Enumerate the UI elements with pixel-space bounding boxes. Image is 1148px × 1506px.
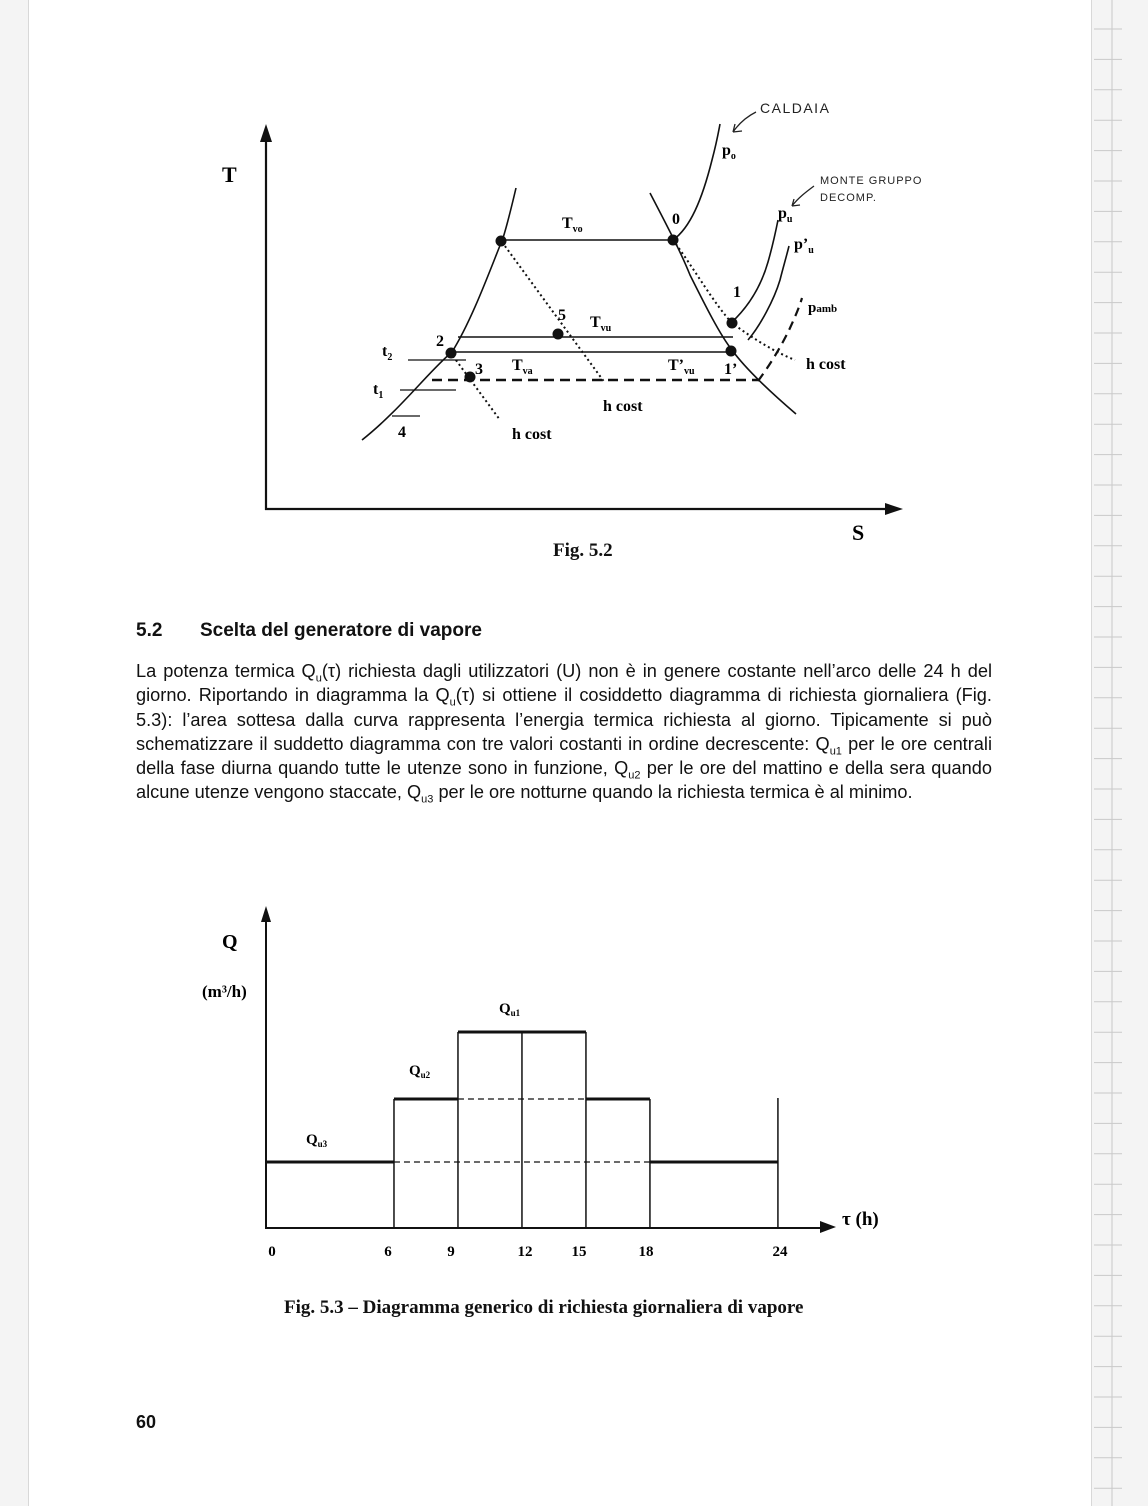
page-number: 60 (136, 1412, 157, 1432)
notebook-ruling (1094, 0, 1148, 1506)
x-axis-label: τ (h) (842, 1209, 879, 1230)
handwritten-arrow-monte (792, 186, 814, 206)
state-point-2 (446, 348, 457, 359)
label-point-5: 5 (558, 307, 566, 324)
label-h-cost-left: h cost (512, 426, 552, 443)
handwritten-caldaia: CALDAIA (760, 100, 831, 116)
y-axis-label: Q (222, 931, 238, 953)
state-point-1-prime (726, 346, 737, 357)
q-axis-arrow (261, 906, 271, 922)
handwritten-decomp: DECOMP. (820, 192, 877, 204)
state-point-1 (727, 318, 738, 329)
figure-5-2-caption: Fig. 5.2 (553, 540, 613, 561)
isobar-p0 (673, 124, 720, 240)
label-h-cost-middle: h cost (603, 398, 643, 415)
state-point-0 (668, 235, 679, 246)
x-tick-label: 15 (571, 1244, 587, 1260)
handwritten-arrow-caldaia (733, 112, 756, 132)
isobar-pu (731, 220, 778, 323)
x-tick-label: 18 (638, 1244, 654, 1260)
label-point-1: 1 (733, 284, 741, 301)
label-h-cost-right: h cost (806, 356, 846, 373)
section-heading (136, 620, 482, 642)
level-label-u3: $Q_{u3}$ (306, 1132, 328, 1149)
section-number: 5.2 (136, 620, 163, 641)
s-axis-arrow (885, 503, 903, 515)
saturation-curve-liquid (362, 188, 516, 440)
label-pu: $p_u$ (778, 205, 793, 225)
section-title: Scelta del generatore di vapore (200, 620, 482, 641)
t-axis-arrow (260, 124, 272, 142)
label-point-3: 3 (475, 361, 483, 378)
x-tick-label: 6 (384, 1244, 392, 1260)
label-t2: $t_2$ (382, 343, 393, 363)
x-tick-label: 12 (517, 1244, 533, 1260)
label-tvo: $T_{vo}$ (562, 215, 583, 235)
axis-s-label: S (852, 520, 865, 545)
body-paragraph: La potenza termica $Q_u(\tau)$ richiesta dagli utilizzatori (U) non è in genere costante nell’arco delle 24 h del giorno. Riportando in diagramma la $Q_u(\tau)$ si ottiene il cosiddetto diagramma di richiesta giornaliera (Fig. 5.3): l’area sottesa dalla curva rappresenta l’energia termica richiesta al giorno. Tipicamente si può schematizzare il suddetto diagramma con tre valori costanti in ordine decrescente: $Q_{u1}$ per le ore centrali della fase diurna quando tutte le utenze sono in funzione, $Q_{u2}$ per le ore del mattino e della sera quando alcune utenze vengono staccate, $Q_{u3}$ per le ore notturne quando la richiesta termica è al minimo. (136, 661, 992, 807)
figure-5-3-caption: Fig. 5.3 – Diagramma generico di richiesta giornaliera di vapore (284, 1297, 804, 1318)
state-point-tvo-left (496, 236, 507, 247)
label-tva: $T_{va}$ (512, 357, 533, 377)
label-pamb: pamb (808, 300, 838, 316)
y-axis-unit: (m³/h) (202, 982, 247, 1001)
label-point-2: 2 (436, 333, 444, 350)
figure-5-2-ts-diagram (0, 0, 1094, 590)
label-t1: $t_1$ (373, 381, 384, 401)
state-point-5 (553, 329, 564, 340)
handwritten-monte-gruppo: MONTE GRUPPO (820, 175, 923, 187)
x-tick-label: 0 (268, 1244, 276, 1260)
label-pu-prime: $p’_u$ (794, 236, 814, 256)
state-point-3 (465, 372, 476, 383)
label-p0: $p_o$ (722, 142, 736, 162)
axis-t-label: T (222, 162, 237, 187)
tau-axis-arrow (820, 1221, 836, 1233)
level-label-u1: $Q_{u1}$ (499, 1001, 521, 1018)
label-point-0: 0 (672, 211, 680, 228)
figure-5-3-chart (0, 890, 1094, 1310)
label-tvu: $T_{vu}$ (590, 314, 612, 334)
label-point-4: 4 (398, 424, 406, 441)
label-point-1-prime: 1’ (724, 361, 738, 378)
label-tvu-prime: $T’_{vu}$ (668, 357, 695, 377)
isobar-pamb (758, 298, 802, 381)
x-tick-label: 24 (772, 1244, 788, 1260)
x-tick-label: 9 (447, 1244, 455, 1260)
level-label-u2: $Q_{u2}$ (409, 1063, 431, 1080)
